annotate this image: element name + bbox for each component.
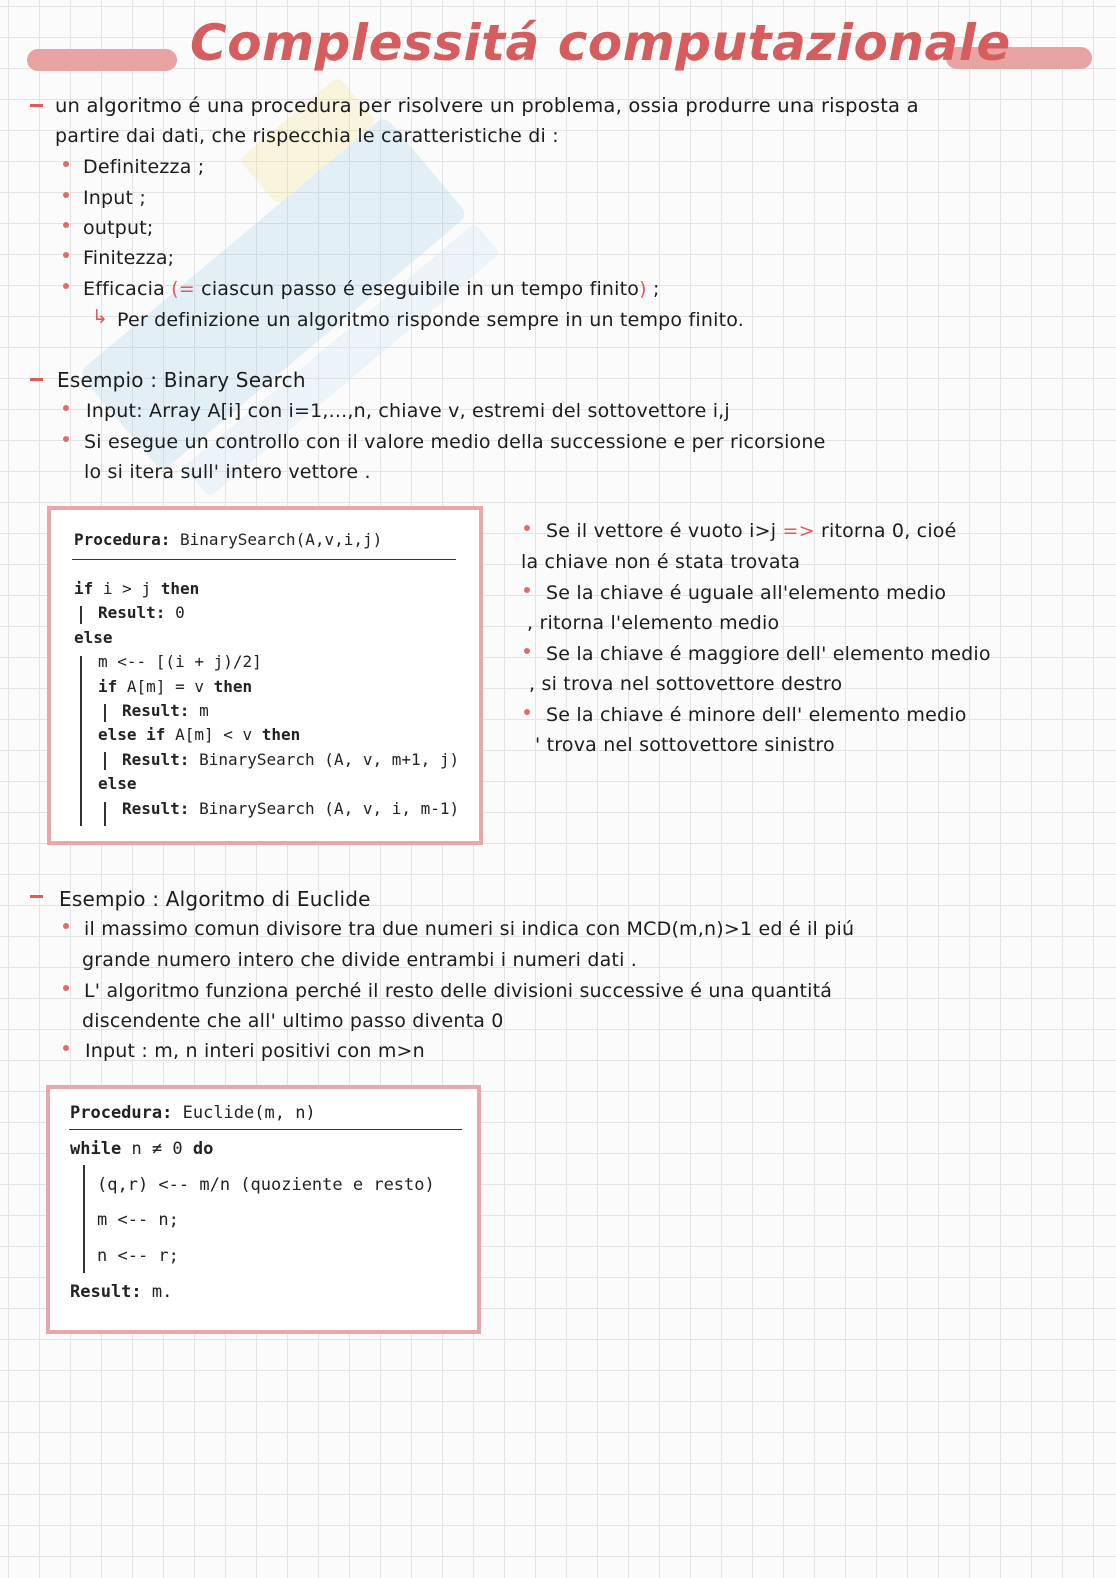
procedure-header: Procedura: Euclide(m, n)	[70, 1103, 316, 1123]
section-dash	[30, 378, 43, 381]
efficacia-text: ciascun passo é eseguibile in un tempo finito	[201, 278, 640, 300]
efficacia-word: Efficacia	[83, 278, 165, 300]
bullet-finitezza: Finitezza;	[83, 247, 175, 269]
code-line: while n ≠ 0 do	[70, 1139, 214, 1159]
indent-bar	[80, 656, 82, 826]
code-line: Result: m	[122, 701, 209, 720]
bullet-definitezza: Definitezza ;	[83, 156, 205, 178]
bullet-dot	[63, 1045, 69, 1051]
bullet-output: output;	[83, 217, 154, 239]
title-pill-left	[27, 49, 177, 71]
bullet-dot	[63, 985, 69, 991]
binary-input: Input: Array A[i] con i=1,...,n, chiave v, estremi del sottovettore i,j	[86, 400, 730, 422]
code-line: n <-- r;	[97, 1246, 179, 1266]
bullet-dot	[63, 436, 69, 442]
binary-heading: Esempio : Binary Search	[57, 368, 306, 392]
bullet-dot	[63, 222, 69, 228]
arrow-icon: ↳	[92, 306, 109, 328]
bullet-input: Input ;	[83, 187, 147, 209]
code-line: Result: BinarySearch (A, v, i, m-1)	[122, 799, 460, 818]
note-equal-2: , ritorna l'elemento medio	[527, 612, 780, 634]
bullet-dot	[524, 525, 530, 531]
header-rule	[72, 559, 456, 560]
code-line: m <-- n;	[97, 1210, 179, 1230]
note-greater: Se la chiave é maggiore dell' elemento medio	[546, 643, 991, 665]
section-dash	[30, 895, 43, 898]
note-smaller-2: ' trova nel sottovettore sinistro	[535, 734, 835, 756]
bullet-dot	[63, 923, 69, 929]
euclide-procedure-box	[46, 1085, 481, 1334]
euclide-mcd-1: il massimo comun divisore tra due numeri si indica con MCD(m,n)>1 ed é il piú	[84, 918, 855, 940]
euclide-mcd-2: grande numero intero che divide entrambi i numeri dati .	[82, 949, 638, 971]
bullet-dot	[63, 405, 69, 411]
note-empty-vector-2: la chiave non é stata trovata	[521, 551, 801, 573]
bullet-dot	[524, 709, 530, 715]
euclide-works-2: discendente che all' ultimo passo diventa 0	[82, 1010, 504, 1032]
code-line: else	[98, 774, 137, 793]
efficacia-paren-open: (	[171, 278, 179, 300]
bullet-dot	[63, 252, 69, 258]
bullet-dot	[524, 587, 530, 593]
note-empty-vector: Se il vettore é vuoto i>j => ritorna 0, cioé	[546, 520, 957, 542]
bullet-efficacia	[83, 278, 660, 300]
definition-note: Per definizione un algoritmo risponde sempre in un tempo finito.	[117, 309, 744, 331]
efficacia-paren-close: )	[639, 278, 647, 300]
header-rule	[69, 1129, 462, 1130]
binary-desc-1: Si esegue un controllo con il valore medio della successione e per ricorsione	[84, 431, 826, 453]
code-line: else	[74, 628, 113, 647]
binary-search-procedure-box	[47, 506, 483, 845]
indent-bar	[80, 606, 82, 624]
code-line: if i > j then	[74, 579, 200, 598]
section-dash	[30, 104, 43, 107]
code-line: Result: 0	[98, 603, 185, 622]
note-smaller: Se la chiave é minore dell' elemento medio	[546, 704, 967, 726]
code-line: Result: BinarySearch (A, v, m+1, j)	[122, 750, 460, 769]
binary-desc-2: lo si itera sull' intero vettore .	[84, 461, 371, 483]
procedure-header: Procedura: BinarySearch(A,v,i,j)	[74, 530, 383, 549]
euclide-input: Input : m, n interi positivi con m>n	[85, 1040, 425, 1062]
indent-bar	[104, 802, 106, 826]
efficacia-end: ;	[653, 278, 660, 300]
euclide-works-1: L' algoritmo funziona perché il resto delle divisioni successive é una quantitá	[84, 980, 833, 1002]
bullet-dot	[63, 283, 69, 289]
bullet-dot	[63, 192, 69, 198]
efficacia-equals: =	[178, 278, 195, 300]
note-equal: Se la chiave é uguale all'elemento medio	[546, 582, 947, 604]
intro-line-2: partire dai dati, che rispecchia le caratteristiche di :	[55, 125, 559, 147]
indent-bar	[104, 704, 106, 722]
indent-bar	[104, 752, 106, 770]
code-line: (q,r) <-- m/n (quoziente e resto)	[97, 1175, 435, 1195]
bullet-dot	[524, 648, 530, 654]
euclide-heading: Esempio : Algoritmo di Euclide	[59, 887, 371, 911]
code-line: if A[m] = v then	[98, 677, 253, 696]
intro-line-1: un algoritmo é una procedura per risolvere un problema, ossia produrre una risposta a	[55, 94, 919, 117]
indent-bar	[83, 1165, 85, 1273]
bullet-dot	[63, 161, 69, 167]
code-line: Result: m.	[70, 1282, 173, 1302]
note-greater-2: , si trova nel sottovettore destro	[529, 673, 843, 695]
page-title: Complessitá computazionale	[190, 14, 1011, 72]
code-line: m <-- [(i + j)/2]	[98, 652, 262, 671]
code-line: else if A[m] < v then	[98, 725, 301, 744]
